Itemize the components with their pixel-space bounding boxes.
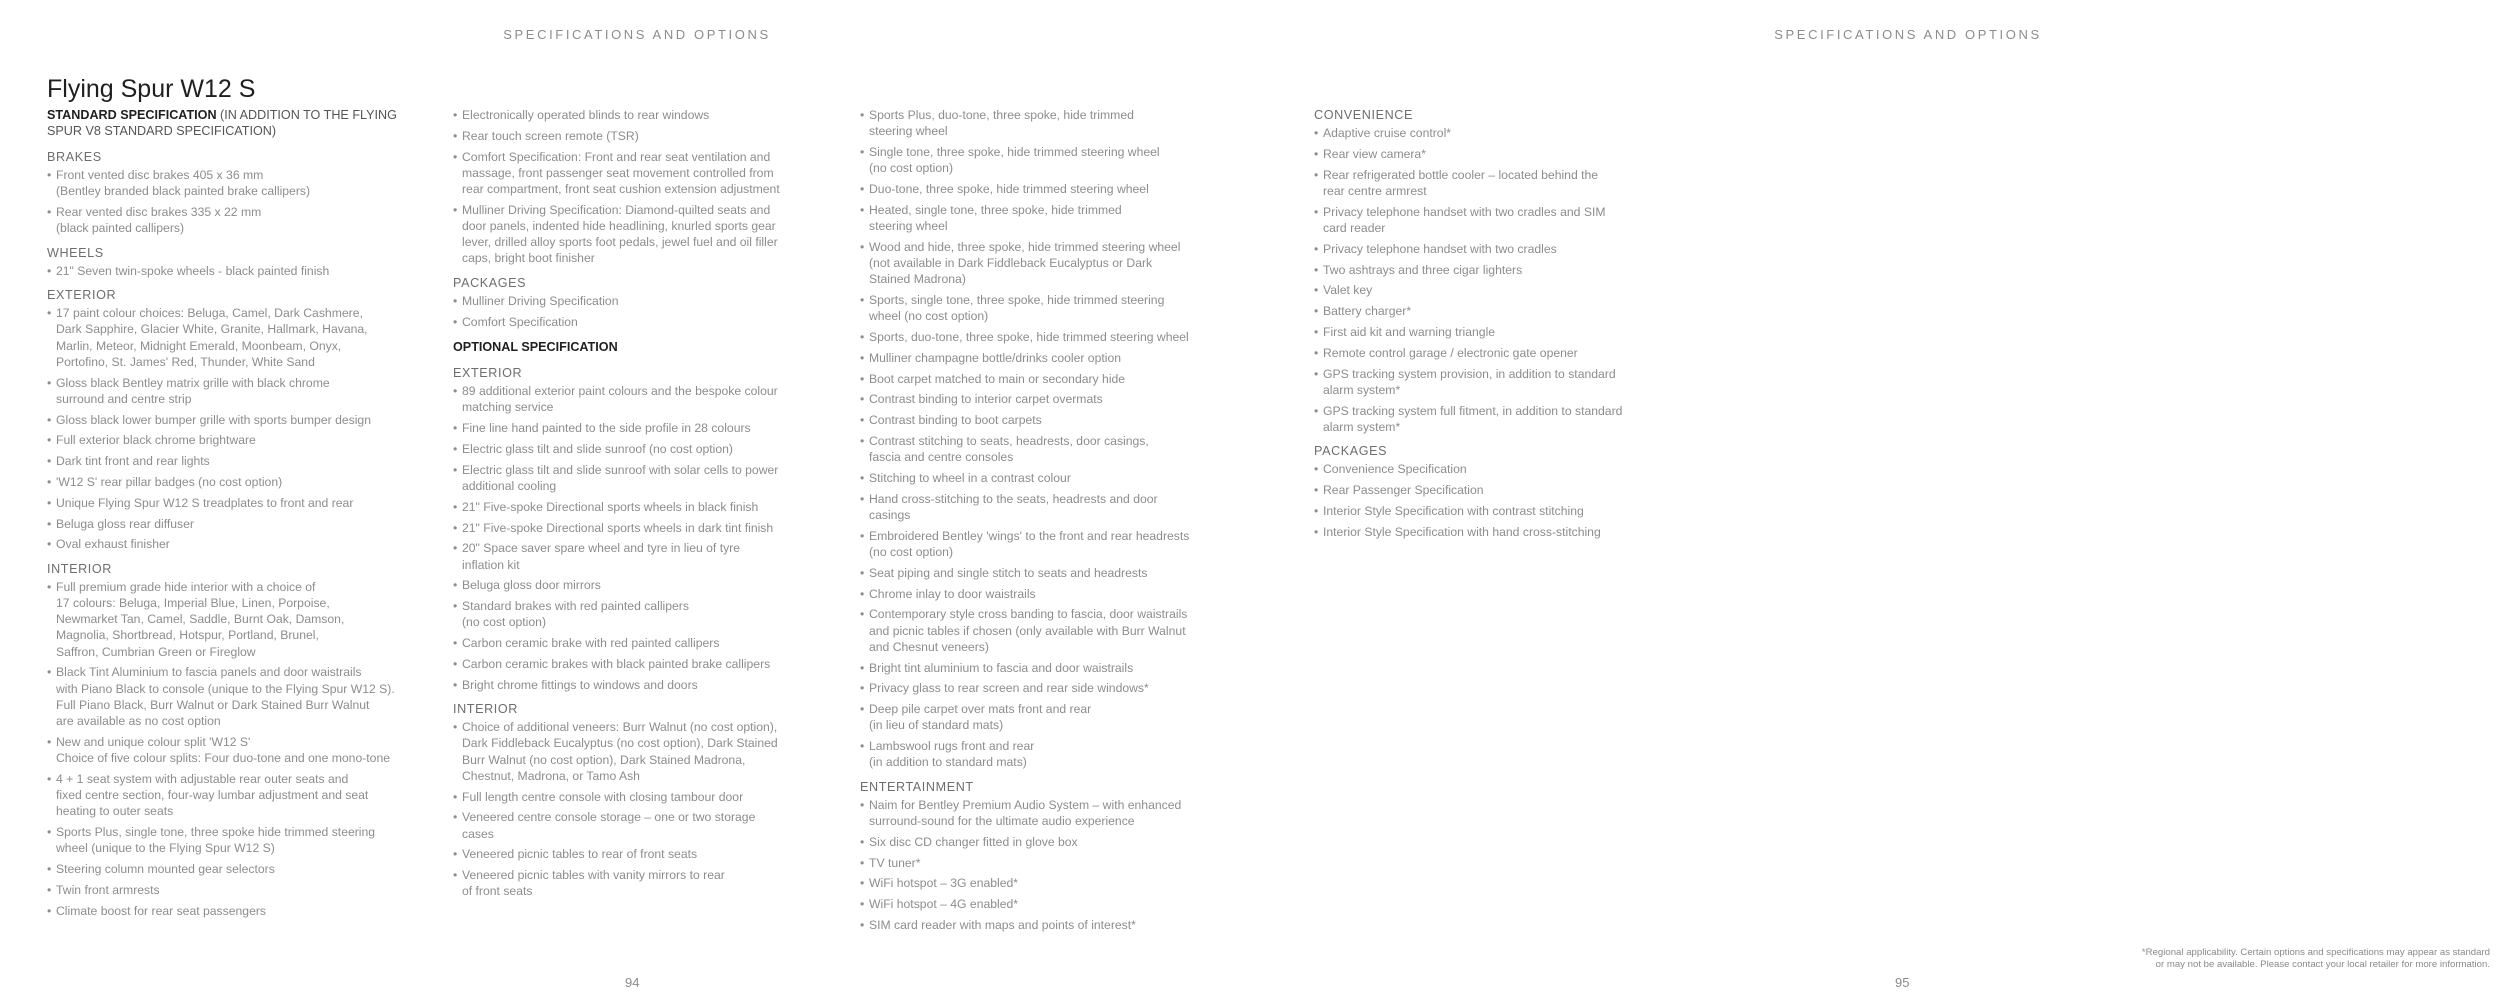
list-item: • Sports Plus, duo-tone, three spoke, hide trimmed steering wheel	[860, 107, 1230, 139]
list-item: • Battery charger*	[1314, 303, 1689, 319]
list-item: • Standard brakes with red painted callipers (no cost option)	[453, 598, 823, 630]
footnote: *Regional applicability. Certain options and specifications may appear as standard or may not be available. Please contact your local retailer for more information.	[2141, 947, 2490, 970]
list-item: • Interior Style Specification with hand cross-stitching	[1314, 524, 1689, 540]
list-item: • 17 paint colour choices: Beluga, Camel, Dark Cashmere, Dark Sapphire, Glacier White, Granite, Hallmark, Havana, Marlin, Meteor, Midnight Emerald, Moonbeam, Onyx, Portofino, St. James' Red, Thunder, White Sand	[47, 305, 432, 370]
list-item: • Chrome inlay to door waistrails	[860, 586, 1230, 602]
list-item: • Deep pile carpet over mats front and rear (in lieu of standard mats)	[860, 701, 1230, 733]
list-wheels	[47, 263, 432, 279]
list-item: • GPS tracking system provision, in addition to standard alarm system*	[1314, 366, 1689, 398]
list-item: • Sports, single tone, three spoke, hide trimmed steering wheel (no cost option)	[860, 292, 1230, 324]
page-title: Flying Spur W12 S	[47, 74, 256, 103]
optional-spec-heading: OPTIONAL SPECIFICATION	[453, 339, 618, 354]
list-item: • 21" Seven twin-spoke wheels - black painted finish	[47, 263, 432, 279]
page-number-right: 95	[1895, 975, 1910, 990]
list-item: • Rear Passenger Specification	[1314, 482, 1689, 498]
section-heading-convenience: CONVENIENCE	[1314, 108, 1413, 122]
list-item: • Beluga gloss rear diffuser	[47, 516, 432, 532]
list-item: • Contrast binding to boot carpets	[860, 412, 1230, 428]
list-item: • Valet key	[1314, 282, 1689, 298]
list-standard-packages	[453, 293, 823, 330]
running-head-left: SPECIFICATIONS AND OPTIONS	[503, 27, 771, 42]
list-item: • SIM card reader with maps and points of interest*	[860, 917, 1230, 933]
list-item: • Mulliner Driving Specification: Diamond-quilted seats and door panels, indented hide headlining, knurled sports gear lever, drilled alloy sports foot pedals, jewel fuel and oil filler caps, bright boot finisher	[453, 202, 823, 267]
list-item: • Mulliner Driving Specification	[453, 293, 823, 309]
list-item: • Contrast binding to interior carpet overmats	[860, 391, 1230, 407]
list-item: • Adaptive cruise control*	[1314, 125, 1689, 141]
list-item: • Rear vented disc brakes 335 x 22 mm (black painted callipers)	[47, 204, 432, 236]
list-item: • WiFi hotspot – 3G enabled*	[860, 875, 1230, 891]
column-3	[860, 107, 1230, 939]
list-item: • Unique Flying Spur W12 S treadplates to front and rear	[47, 495, 432, 511]
column-4	[1314, 107, 1689, 546]
list-item: • Veneered centre console storage – one or two storage cases	[453, 809, 823, 841]
running-head-right: SPECIFICATIONS AND OPTIONS	[1774, 27, 2042, 42]
standard-spec-heading-bold: STANDARD SPECIFICATION	[47, 108, 217, 122]
list-optional-exterior	[453, 383, 823, 693]
section-heading-packages: PACKAGES	[453, 275, 527, 290]
list-item: • First aid kit and warning triangle	[1314, 324, 1689, 340]
column-1	[47, 107, 432, 925]
list-optional-packages	[1314, 461, 1689, 540]
list-item: • Climate boost for rear seat passengers	[47, 903, 432, 919]
list-item: • Veneered picnic tables with vanity mirrors to rear of front seats	[453, 867, 823, 899]
list-item: • Choice of additional veneers: Burr Walnut (no cost option), Dark Fiddleback Eucalyptus (no cost option), Dark Stained Burr Walnut (no cost option), Dark Stained Madrona, Chestnut, Madrona, or Tamo Ash	[453, 719, 823, 784]
list-item: • Full length centre console with closing tambour door	[453, 789, 823, 805]
list-item: • New and unique colour split 'W12 S' Choice of five colour splits: Four duo-tone and one mono-tone	[47, 734, 432, 766]
list-item: • Steering column mounted gear selectors	[47, 861, 432, 877]
list-standard-interior-continued	[453, 107, 823, 267]
list-item: • Veneered picnic tables to rear of front seats	[453, 846, 823, 862]
list-item: • TV tuner*	[860, 855, 1230, 871]
list-item: • Single tone, three spoke, hide trimmed steering wheel (no cost option)	[860, 144, 1230, 176]
list-item: • Electric glass tilt and slide sunroof with solar cells to power additional cooling	[453, 462, 823, 494]
list-item: • Fine line hand painted to the side profile in 28 colours	[453, 420, 823, 436]
column-2	[453, 107, 823, 906]
list-item: • Electronically operated blinds to rear windows	[453, 107, 823, 123]
list-item: • Full premium grade hide interior with a choice of 17 colours: Beluga, Imperial Blue, Linen, Porpoise, Newmarket Tan, Camel, Saddle, Burnt Oak, Damson, Magnolia, Shortbread, Hotspur, Portland, Brunel, Saffron, Cumbrian Green or Fireglow	[47, 579, 432, 660]
section-heading-optional-exterior: EXTERIOR	[453, 366, 523, 381]
standard-spec-heading-rest: (IN ADDITION TO THE FLYING SPUR V8 STANDARD SPECIFICATION)	[47, 108, 397, 138]
standard-spec-heading	[47, 107, 432, 139]
list-item: • Naim for Bentley Premium Audio System – with enhanced surround-sound for the ultimate audio experience	[860, 797, 1230, 829]
list-brakes	[47, 167, 432, 236]
list-item: • 'W12 S' rear pillar badges (no cost option)	[47, 474, 432, 490]
list-item: • Rear touch screen remote (TSR)	[453, 128, 823, 144]
list-item: • Duo-tone, three spoke, hide trimmed steering wheel	[860, 181, 1230, 197]
list-item: • Carbon ceramic brakes with black painted brake callipers	[453, 656, 823, 672]
list-item: • Privacy glass to rear screen and rear side windows*	[860, 680, 1230, 696]
list-item: • Gloss black Bentley matrix grille with black chrome surround and centre strip	[47, 375, 432, 407]
list-item: • Six disc CD changer fitted in glove box	[860, 834, 1230, 850]
list-item: • Hand cross-stitching to the seats, headrests and door casings	[860, 491, 1230, 523]
list-convenience	[1314, 125, 1689, 435]
section-heading-exterior: EXTERIOR	[47, 288, 117, 303]
list-item: • 21" Five-spoke Directional sports wheels in dark tint finish	[453, 520, 823, 536]
list-item: • Rear view camera*	[1314, 146, 1689, 162]
list-optional-interior-continued	[860, 107, 1230, 771]
section-heading-optional-packages: PACKAGES	[1314, 443, 1388, 458]
section-heading-optional-interior: INTERIOR	[453, 702, 518, 716]
list-item: • Rear refrigerated bottle cooler – located behind the rear centre armrest	[1314, 167, 1689, 199]
list-item: • 20" Space saver spare wheel and tyre in lieu of tyre inflation kit	[453, 540, 823, 572]
list-item: • Front vented disc brakes 405 x 36 mm (Bentley branded black painted brake callipers)	[47, 167, 432, 199]
list-item: • Twin front armrests	[47, 882, 432, 898]
list-item: • Convenience Specification	[1314, 461, 1689, 477]
list-optional-interior	[453, 719, 823, 899]
list-item: • 21" Five-spoke Directional sports wheels in black finish	[453, 499, 823, 515]
list-item: • Contemporary style cross banding to fascia, door waistrails and picnic tables if chosen (only available with Burr Walnut and Chesnut veneers)	[860, 606, 1230, 655]
list-item: • Privacy telephone handset with two cradles and SIM card reader	[1314, 204, 1689, 236]
list-item: • Two ashtrays and three cigar lighters	[1314, 262, 1689, 278]
list-item: • Bright chrome fittings to windows and doors	[453, 677, 823, 693]
list-item: • Comfort Specification	[453, 314, 823, 330]
section-heading-wheels: WHEELS	[47, 245, 104, 260]
list-item: • Full exterior black chrome brightware	[47, 432, 432, 448]
list-item: • Wood and hide, three spoke, hide trimmed steering wheel (not available in Dark Fiddleback Eucalyptus or Dark Stained Madrona)	[860, 239, 1230, 288]
section-heading-brakes: BRAKES	[47, 150, 102, 164]
list-item: • Black Tint Aluminium to fascia panels and door waistrails with Piano Black to console (unique to the Flying Spur W12 S). Full Piano Black, Burr Walnut or Dark Stained Burr Walnut are available as no cost option	[47, 664, 432, 729]
list-item: • Oval exhaust finisher	[47, 536, 432, 552]
list-item: • Embroidered Bentley 'wings' to the front and rear headrests (no cost option)	[860, 528, 1230, 560]
list-item: • Stitching to wheel in a contrast colour	[860, 470, 1230, 486]
list-item: • Lambswool rugs front and rear (in addition to standard mats)	[860, 738, 1230, 770]
list-item: • Sports, duo-tone, three spoke, hide trimmed steering wheel	[860, 329, 1230, 345]
list-item: • Boot carpet matched to main or secondary hide	[860, 371, 1230, 387]
list-item: • Carbon ceramic brake with red painted callipers	[453, 635, 823, 651]
list-item: • 89 additional exterior paint colours and the bespoke colour matching service	[453, 383, 823, 415]
list-item: • Remote control garage / electronic gate opener	[1314, 345, 1689, 361]
list-item: • Electric glass tilt and slide sunroof (no cost option)	[453, 441, 823, 457]
list-item: • Dark tint front and rear lights	[47, 453, 432, 469]
list-item: • Seat piping and single stitch to seats and headrests	[860, 565, 1230, 581]
list-standard-interior	[47, 579, 432, 919]
list-item: • Privacy telephone handset with two cradles	[1314, 241, 1689, 257]
list-item: • 4 + 1 seat system with adjustable rear outer seats and fixed centre section, four-way lumbar adjustment and seat heating to outer seats	[47, 771, 432, 820]
list-item: • WiFi hotspot – 4G enabled*	[860, 896, 1230, 912]
list-entertainment	[860, 797, 1230, 933]
section-heading-interior: INTERIOR	[47, 561, 112, 576]
list-item: • Gloss black lower bumper grille with sports bumper design	[47, 412, 432, 428]
list-item: • Contrast stitching to seats, headrests, door casings, fascia and centre consoles	[860, 433, 1230, 465]
list-item: • Interior Style Specification with contrast stitching	[1314, 503, 1689, 519]
page-number-left: 94	[625, 975, 640, 990]
list-item: • Sports Plus, single tone, three spoke hide trimmed steering wheel (unique to the Flying Spur W12 S)	[47, 824, 432, 856]
list-item: • Bright tint aluminium to fascia and door waistrails	[860, 660, 1230, 676]
list-item: • GPS tracking system full fitment, in addition to standard alarm system*	[1314, 403, 1689, 435]
list-item: • Heated, single tone, three spoke, hide trimmed steering wheel	[860, 202, 1230, 234]
list-item: • Comfort Specification: Front and rear seat ventilation and massage, front passenger seat movement controlled from rear compartment, front seat cushion extension adjustment	[453, 149, 823, 198]
section-heading-entertainment: ENTERTAINMENT	[860, 779, 974, 794]
list-item: • Beluga gloss door mirrors	[453, 577, 823, 593]
list-item: • Mulliner champagne bottle/drinks cooler option	[860, 350, 1230, 366]
list-standard-exterior	[47, 305, 432, 552]
